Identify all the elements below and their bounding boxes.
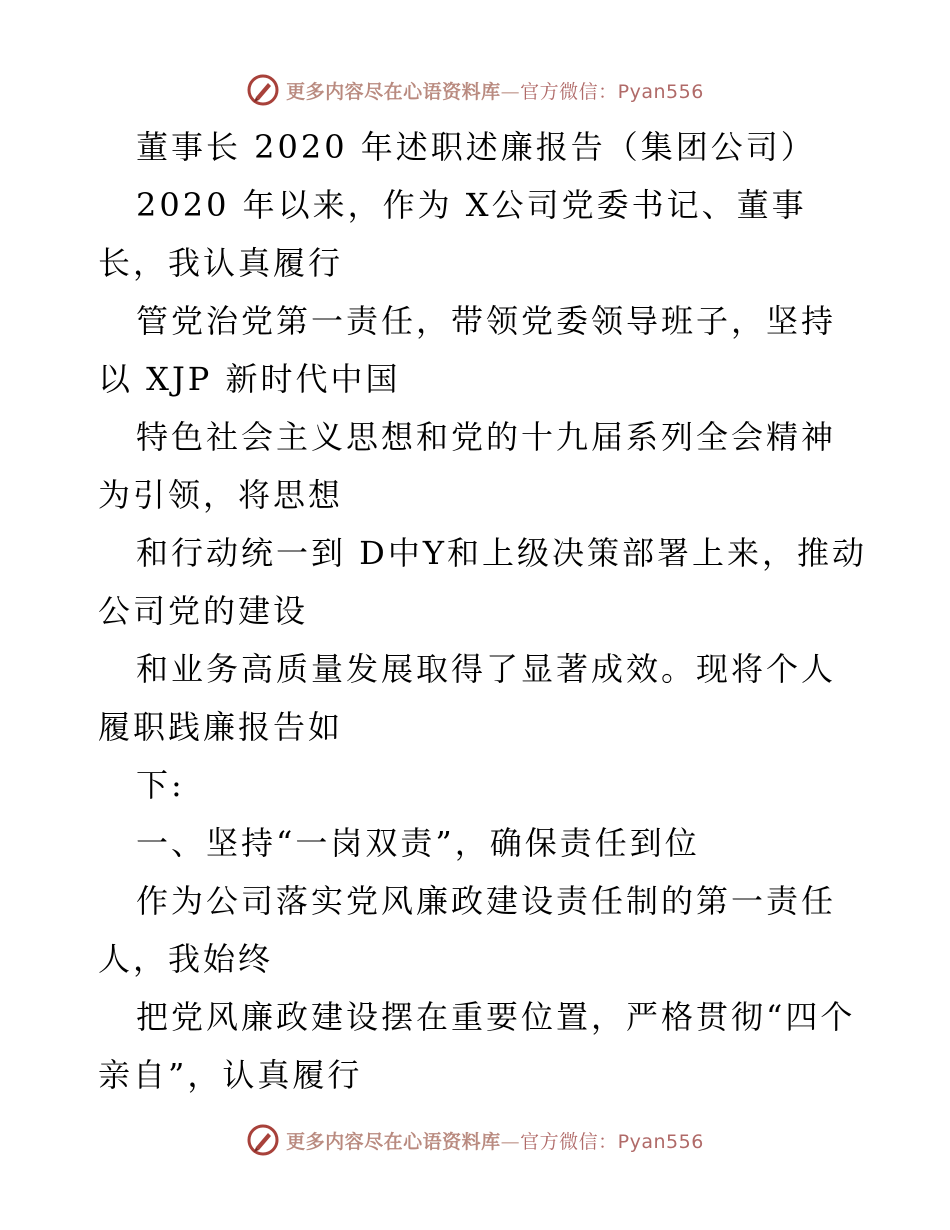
paragraph: 下: bbox=[136, 766, 185, 804]
footer-dash: — bbox=[500, 1130, 521, 1153]
header-banner-text bbox=[286, 77, 704, 104]
paragraph: 把党风廉政建设摆在重要位置，严格贯彻“四个亲自”，认真履行 bbox=[98, 998, 856, 1094]
paragraph: 2020 年以来，作为 X公司党委书记、董事长，我认真履行 bbox=[98, 186, 807, 282]
paragraph: 特色社会主义思想和党的十九届系列全会精神为引领，将思想 bbox=[98, 418, 837, 514]
footer-banner bbox=[0, 1120, 950, 1160]
document-body bbox=[98, 118, 868, 1104]
paragraph: 作为公司落实党风廉政建设责任制的第一责任人，我始终 bbox=[98, 882, 837, 978]
header-site-text: 更多内容尽在心语资料库 bbox=[286, 80, 501, 103]
pen-logo-icon bbox=[246, 1123, 280, 1157]
document-title: 董事长 2020 年述职述廉报告（集团公司） bbox=[136, 128, 816, 166]
header-wechat-text: 官方微信：Pyan556 bbox=[520, 80, 704, 103]
header-banner bbox=[0, 70, 950, 110]
footer-site-text: 更多内容尽在心语资料库 bbox=[286, 1130, 501, 1153]
footer-wechat-text: 官方微信：Pyan556 bbox=[520, 1130, 704, 1153]
section-heading: 一、坚持“一岗双责”，确保责任到位 bbox=[136, 824, 700, 862]
paragraph: 和行动统一到 D中Y和上级决策部署上来，推动公司党的建设 bbox=[98, 534, 867, 630]
header-dash: — bbox=[500, 80, 521, 103]
pen-logo-icon bbox=[246, 73, 280, 107]
paragraph: 管党治党第一责任，带领党委领导班子，坚持以 XJP 新时代中国 bbox=[98, 302, 837, 398]
paragraph: 和业务高质量发展取得了显著成效。现将个人履职践廉报告如 bbox=[98, 650, 837, 746]
footer-banner-text bbox=[286, 1127, 704, 1154]
